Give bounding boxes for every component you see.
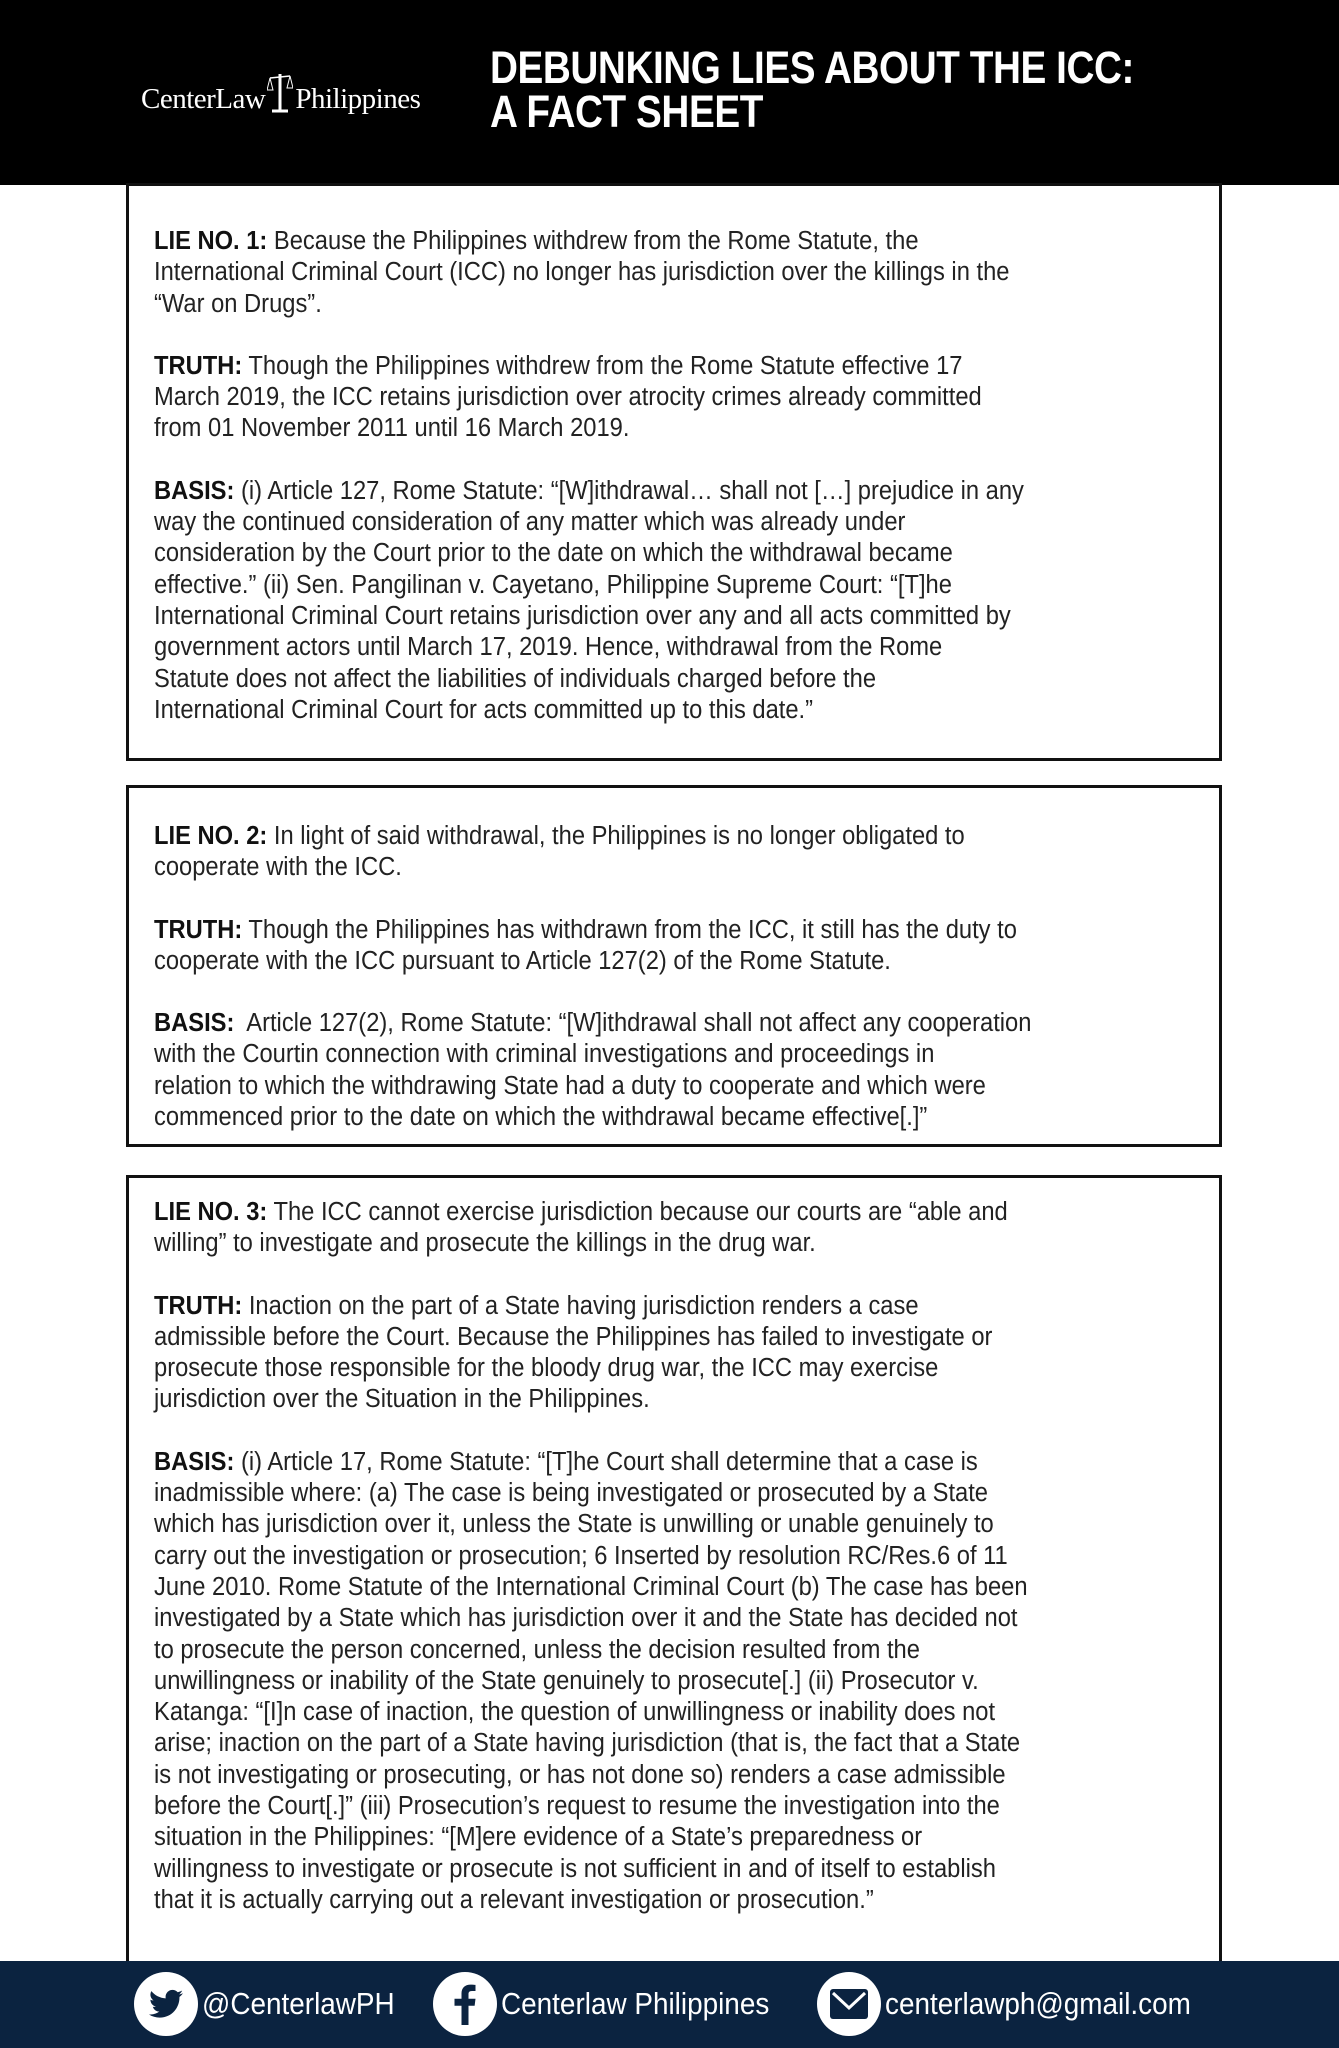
text-line bbox=[154, 289, 1144, 320]
text-line bbox=[154, 1102, 1144, 1133]
email-address[interactable]: centerlawph@gmail.com bbox=[885, 1985, 1191, 2021]
twitter-icon bbox=[134, 1972, 198, 2036]
text-line bbox=[154, 695, 1144, 726]
text-line bbox=[154, 570, 1144, 601]
text-line bbox=[154, 1885, 1144, 1916]
line-text: cooperate with the ICC. bbox=[154, 853, 402, 882]
twitter-handle[interactable]: @CenterlawPH bbox=[202, 1985, 395, 2021]
scales-of-justice-icon bbox=[267, 70, 293, 116]
line-text: International Criminal Court retains jurisdiction over any and all acts committed by bbox=[154, 601, 1011, 630]
text-line bbox=[154, 351, 1144, 382]
paragraph-label: TRUTH: bbox=[154, 1291, 243, 1320]
text-line bbox=[154, 382, 1144, 413]
line-text: admissible before the Court. Because the Philippines has failed to investigate or bbox=[154, 1322, 993, 1351]
text-line bbox=[154, 507, 1144, 538]
line-text: before the Court[.]” (iii) Prosecution’s request to resume the investigation into the bbox=[154, 1792, 1000, 1821]
line-text: consideration by the Court prior to the date on which the withdrawal became bbox=[154, 539, 953, 568]
paragraph-label: TRUTH: bbox=[154, 915, 243, 944]
line-text: International Criminal Court for acts committed up to this date.” bbox=[154, 695, 814, 724]
paragraph-label: BASIS: bbox=[154, 476, 235, 505]
line-text: jurisdiction over the Situation in the Philippines. bbox=[154, 1385, 650, 1414]
text-line bbox=[154, 1447, 1144, 1478]
text-line bbox=[154, 1760, 1144, 1791]
line-text: Katanga: “[I]n case of inaction, the question of unwillingness or inability does not bbox=[154, 1698, 996, 1727]
line-text: commenced prior to the date on which the withdrawal became effective[.]” bbox=[154, 1103, 928, 1132]
line-text: situation in the Philippines: “[M]ere evidence of a State’s preparedness or bbox=[154, 1823, 923, 1852]
text-line bbox=[154, 1353, 1144, 1384]
email-contact[interactable] bbox=[817, 1971, 1225, 2036]
truth-paragraph bbox=[154, 915, 1219, 978]
text-line bbox=[154, 1291, 1144, 1322]
line-text: that it is actually carrying out a relevant investigation or prosecution.” bbox=[154, 1885, 874, 1914]
line-text: Statute does not affect the liabilities of individuals charged before the bbox=[154, 664, 877, 693]
text-line bbox=[154, 664, 1144, 695]
logo-text-left: CenterLaw bbox=[141, 83, 266, 115]
text-line bbox=[154, 1603, 1144, 1634]
line-text: with the Courtin connection with criminal investigations and proceedings in bbox=[154, 1040, 935, 1069]
text-line bbox=[154, 1822, 1144, 1853]
text-line bbox=[154, 476, 1144, 507]
line-text: is not investigating or prosecuting, or has not done so) renders a case admissible bbox=[154, 1760, 1006, 1789]
line-text: In light of said withdrawal, the Philippines is no longer obligated to bbox=[267, 822, 965, 850]
lie-no-2-paragraph bbox=[154, 821, 1219, 884]
line-text: Because the Philippines withdrew from the Rome Statute, the bbox=[267, 227, 919, 255]
fact-box-lie-1 bbox=[126, 183, 1222, 761]
title-line-2: A FACT SHEET bbox=[490, 86, 763, 137]
header-banner bbox=[0, 0, 1339, 185]
text-line bbox=[154, 1509, 1144, 1540]
text-line bbox=[154, 1572, 1144, 1603]
page-title bbox=[490, 42, 1135, 137]
text-line bbox=[154, 601, 1144, 632]
text-line bbox=[154, 1197, 1144, 1228]
text-line bbox=[154, 1697, 1144, 1728]
line-text: International Criminal Court (ICC) no longer has jurisdiction over the killings in the bbox=[154, 258, 1010, 287]
line-text: March 2019, the ICC retains jurisdiction over atrocity crimes already committed bbox=[154, 383, 982, 412]
line-text: which has jurisdiction over it, unless the State is unwilling or unable genuinely to bbox=[154, 1510, 994, 1539]
line-text: Inaction on the part of a State having jurisdiction renders a case bbox=[242, 1291, 919, 1320]
facebook-page-name[interactable]: Centerlaw Philippines bbox=[501, 1985, 770, 2021]
text-line bbox=[154, 1322, 1144, 1353]
line-text: “War on Drugs”. bbox=[154, 289, 322, 318]
paragraph-label: BASIS: bbox=[154, 1447, 235, 1476]
text-line bbox=[154, 1071, 1144, 1102]
line-text: cooperate with the ICC pursuant to Article 127(2) of the Rome Statute. bbox=[154, 946, 891, 975]
line-text: from 01 November 2011 until 16 March 2019. bbox=[154, 414, 630, 443]
text-line bbox=[154, 1791, 1144, 1822]
fact-box-lie-2 bbox=[126, 785, 1222, 1147]
footer-contact-bar bbox=[0, 1961, 1339, 2048]
twitter-contact[interactable] bbox=[134, 1971, 416, 2036]
line-text: Though the Philippines has withdrawn from the ICC, it still has the duty to bbox=[242, 915, 1017, 944]
text-line bbox=[154, 1666, 1144, 1697]
line-text: inadmissible where: (a) The case is being investigated or prosecuted by a State bbox=[154, 1479, 989, 1508]
line-text: effective.” (ii) Sen. Pangilinan v. Cayetano, Philippine Supreme Court: “[T]he bbox=[154, 570, 952, 599]
text-line bbox=[154, 632, 1144, 663]
line-text: Article 127(2), Rome Statute: “[W]ithdrawal shall not affect any cooperation bbox=[234, 1009, 1032, 1038]
line-text: June 2010. Rome Statute of the International Criminal Court (b) The case has been bbox=[154, 1572, 1028, 1601]
basis-paragraph bbox=[154, 1008, 1219, 1133]
line-text: way the continued consideration of any matter which was already under bbox=[154, 508, 906, 537]
paragraph-label: LIE NO. 1: bbox=[154, 227, 268, 255]
fact-box-lie-3 bbox=[126, 1175, 1222, 1975]
facebook-icon bbox=[433, 1972, 497, 2036]
envelope-icon bbox=[817, 1972, 881, 2036]
line-text: prosecute those responsible for the bloody drug war, the ICC may exercise bbox=[154, 1354, 939, 1383]
line-text: relation to which the withdrawing State had a duty to cooperate and which were bbox=[154, 1071, 986, 1100]
text-line bbox=[154, 1228, 1144, 1259]
text-line bbox=[154, 852, 1144, 883]
text-line bbox=[154, 1541, 1144, 1572]
text-line bbox=[154, 1384, 1144, 1415]
line-text: government actors until March 17, 2019. Hence, withdrawal from the Rome bbox=[154, 633, 943, 662]
line-text: to prosecute the person concerned, unless the decision resulted from the bbox=[154, 1635, 920, 1664]
text-line bbox=[154, 1635, 1144, 1666]
text-line bbox=[154, 226, 1144, 257]
text-line bbox=[154, 946, 1144, 977]
text-line bbox=[154, 1728, 1144, 1759]
line-text: willing” to investigate and prosecute the killings in the drug war. bbox=[154, 1229, 816, 1258]
text-line bbox=[154, 1478, 1144, 1509]
lie-no-1-paragraph bbox=[154, 226, 1219, 320]
truth-paragraph bbox=[154, 351, 1219, 445]
line-text: investigated by a State which has jurisdiction over it and the State has decided not bbox=[154, 1604, 1018, 1633]
text-line bbox=[154, 1854, 1144, 1885]
text-line bbox=[154, 915, 1144, 946]
line-text: (i) Article 127, Rome Statute: “[W]ithdrawal… shall not […] prejudice in any bbox=[234, 476, 1024, 505]
line-text: Though the Philippines withdrew from the Rome Statute effective 17 bbox=[242, 351, 963, 380]
facebook-contact[interactable] bbox=[433, 1971, 799, 2036]
paragraph-label: LIE NO. 3: bbox=[154, 1198, 268, 1226]
text-line bbox=[154, 257, 1144, 288]
lie-no-3-paragraph bbox=[154, 1197, 1219, 1260]
truth-paragraph bbox=[154, 1291, 1219, 1416]
basis-paragraph bbox=[154, 1447, 1219, 1916]
line-text: arise; inaction on the part of a State having jurisdiction (that is, the fact that a State bbox=[154, 1729, 1021, 1758]
paragraph-label: LIE NO. 2: bbox=[154, 822, 268, 850]
title-line-1: DEBUNKING LIES ABOUT THE ICC: bbox=[490, 42, 1135, 93]
line-text: (i) Article 17, Rome Statute: “[T]he Court shall determine that a case is bbox=[234, 1447, 978, 1476]
logo-text-right: Philippines bbox=[295, 83, 421, 115]
paragraph-label: BASIS: bbox=[154, 1009, 235, 1038]
line-text: unwillingness or inability of the State genuinely to prosecute[.] (ii) Prosecutor v. bbox=[154, 1666, 979, 1695]
text-line bbox=[154, 538, 1144, 569]
line-text: willingness to investigate or prosecute is not sufficient in and of itself to establish bbox=[154, 1854, 996, 1883]
line-text: The ICC cannot exercise jurisdiction because our courts are “able and bbox=[267, 1198, 1008, 1226]
text-line bbox=[154, 821, 1144, 852]
basis-paragraph bbox=[154, 476, 1219, 726]
text-line bbox=[154, 1008, 1144, 1039]
text-line bbox=[154, 413, 1144, 444]
centerlaw-logo bbox=[141, 70, 420, 116]
line-text: carry out the investigation or prosecution; 6 Inserted by resolution RC/Res.6 of 11 bbox=[154, 1541, 1008, 1570]
text-line bbox=[154, 1039, 1144, 1070]
paragraph-label: TRUTH: bbox=[154, 351, 243, 380]
